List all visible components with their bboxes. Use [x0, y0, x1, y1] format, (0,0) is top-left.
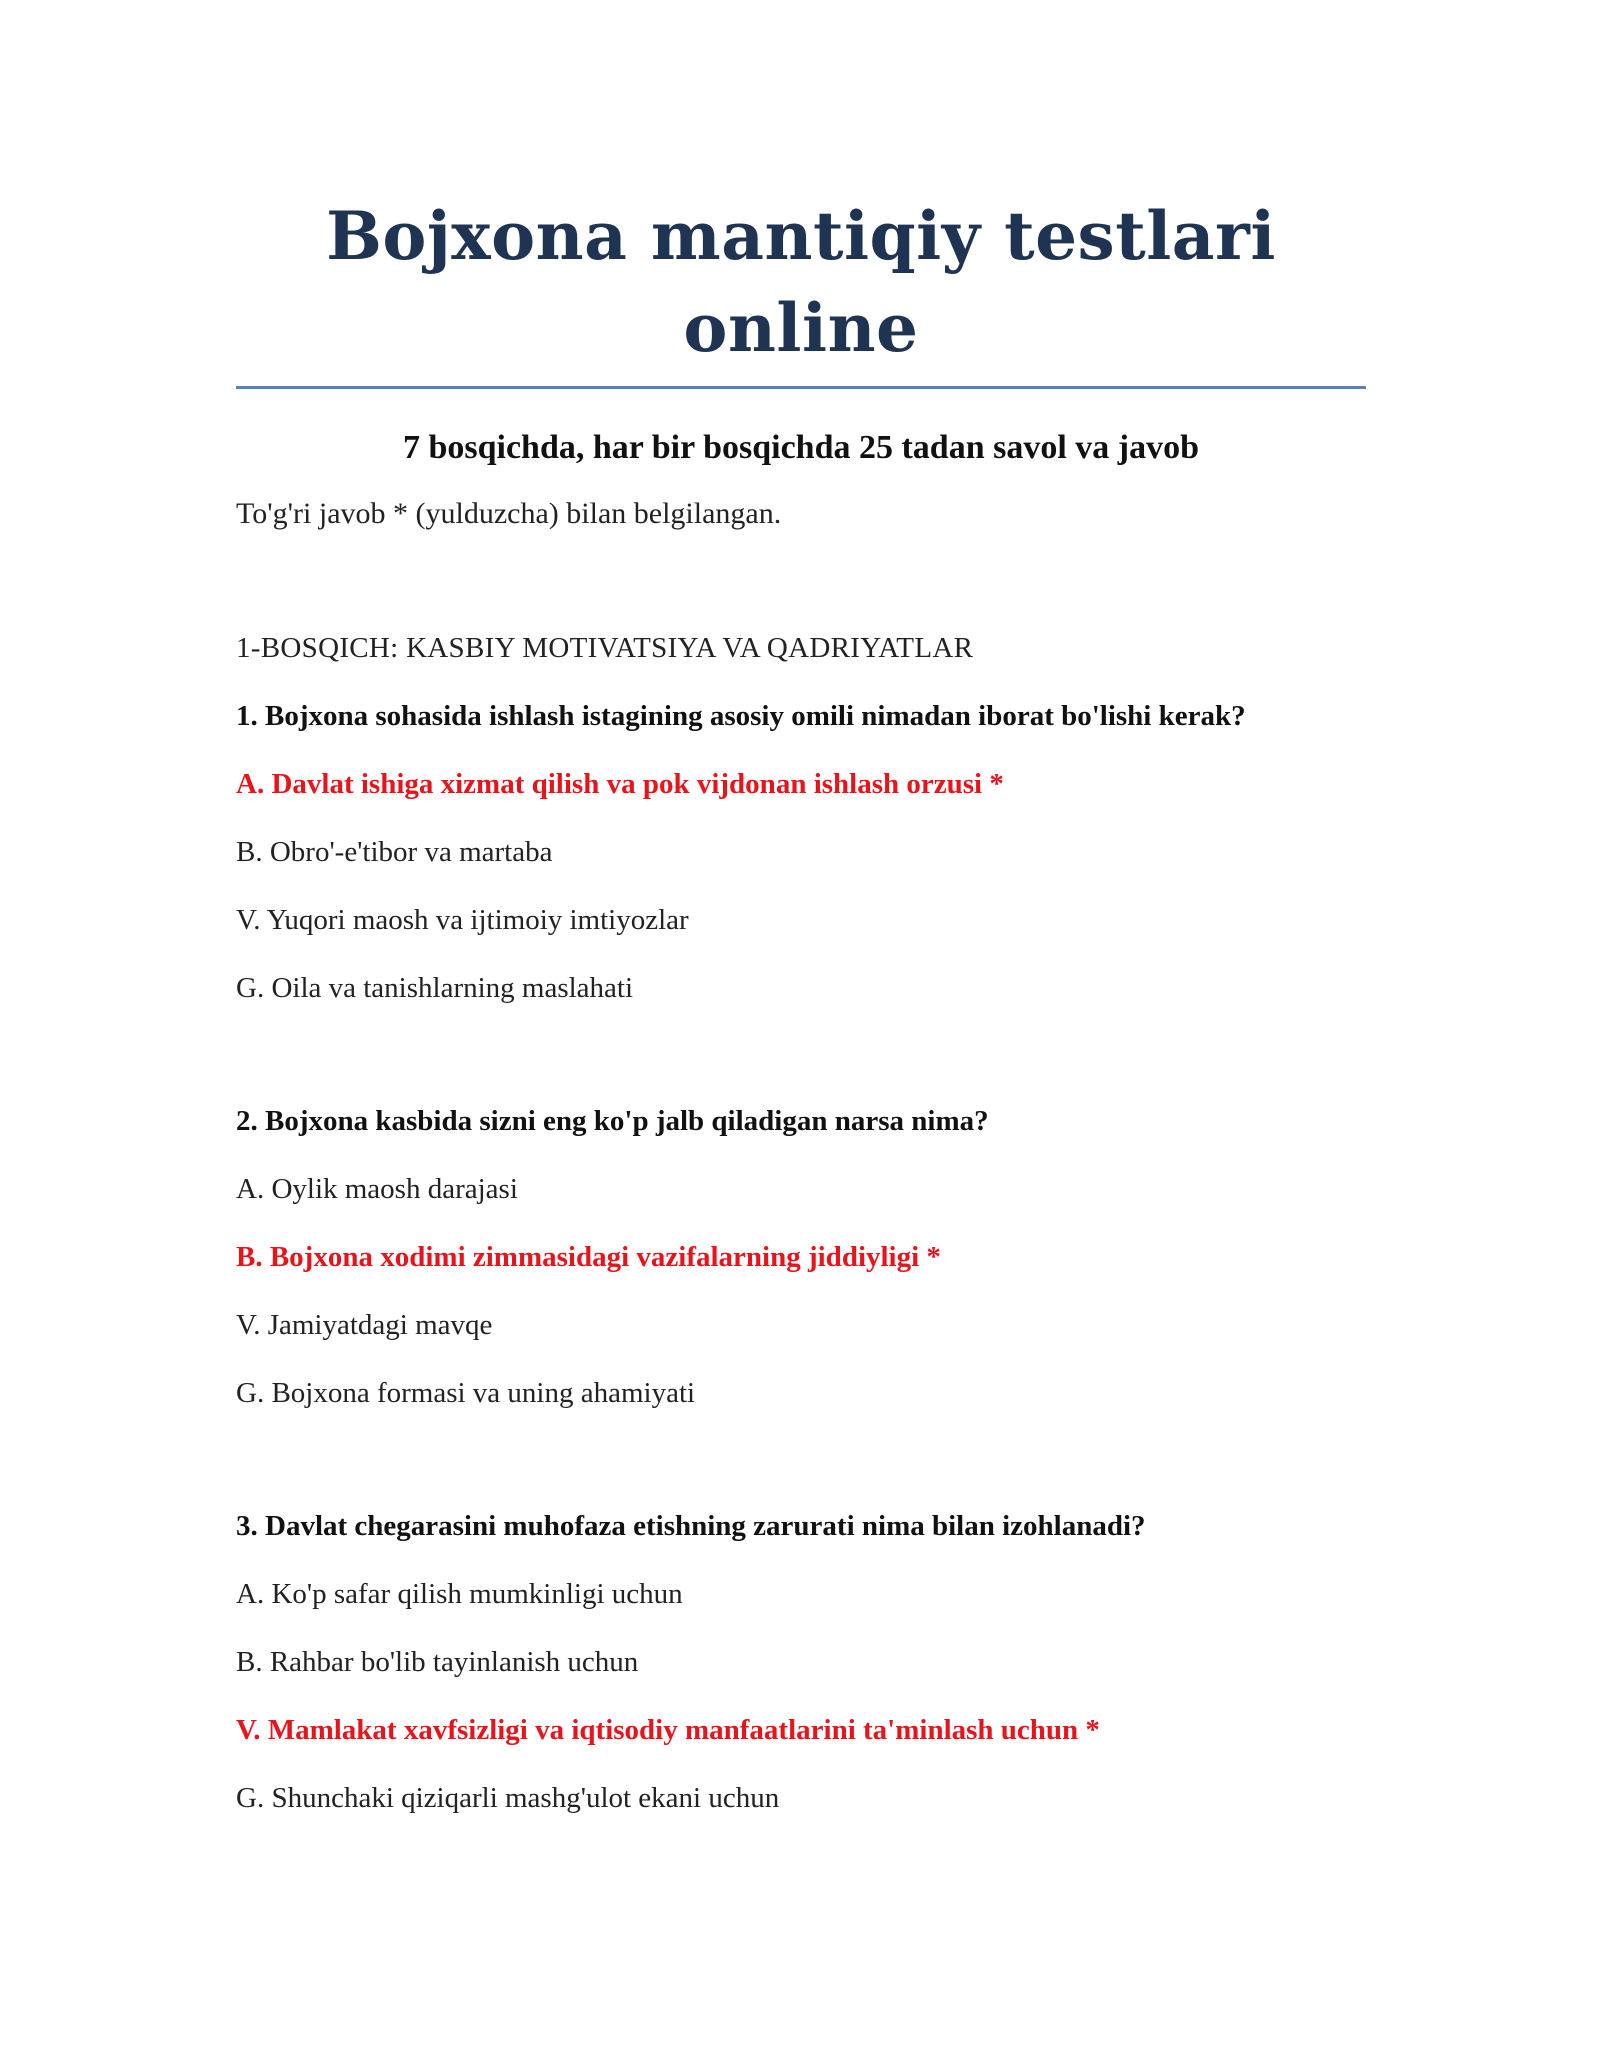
title-line-1: Bojxona mantiqiy testlari [326, 197, 1276, 275]
page-subtitle: 7 bosqichda, har bir bosqichda 25 tadan savol va javob [402, 429, 1200, 466]
answer-option: A. Oylik maosh darajasi [236, 1173, 518, 1205]
answer-options [236, 1575, 1366, 1817]
section-heading: 1-BOSQICH: KASBIY MOTIVATSIYA VA QADRIYATLAR [236, 632, 974, 664]
question-2 [236, 1102, 1366, 1412]
answer-option-correct: A. Davlat ishiga xizmat qilish va pok vijdonan ishlash orzusi * [236, 768, 1004, 800]
answer-options [236, 1170, 1366, 1412]
question-text: 3. Davlat chegarasini muhofaza etishning zarurati nima bilan izohlanadi? [236, 1510, 1146, 1542]
answer-option: V. Jamiyatdagi mavqe [236, 1309, 493, 1341]
question-text: 1. Bojxona sohasida ishlash istagining asosiy omili nimadan iborat bo'lishi kerak? [236, 700, 1246, 732]
title-divider [236, 386, 1366, 389]
page-title [236, 190, 1366, 374]
title-line-2: online [683, 289, 919, 367]
question-1 [236, 697, 1366, 1007]
answer-option: G. Oila va tanishlarning maslahati [236, 972, 634, 1004]
answer-option-correct: B. Bojxona xodimi zimmasidagi vazifalarning jiddiyligi * [236, 1241, 941, 1273]
document-content [236, 190, 1366, 1817]
question-text: 2. Bojxona kasbida sizni eng ko'p jalb qiladigan narsa nima? [236, 1105, 989, 1137]
answer-option: G. Bojxona formasi va uning ahamiyati [236, 1377, 696, 1409]
answer-key-note: To'g'ri javob * (yulduzcha) bilan belgilangan. [236, 497, 782, 530]
answer-option: B. Obro'-e'tibor va martaba [236, 836, 553, 868]
answer-option: G. Shunchaki qiziqarli mashg'ulot ekani uchun [236, 1782, 780, 1814]
answer-option: A. Ko'p safar qilish mumkinligi uchun [236, 1578, 683, 1610]
answer-option: V. Yuqori maosh va ijtimoiy imtiyozlar [236, 904, 689, 936]
question-3 [236, 1507, 1366, 1817]
answer-options [236, 765, 1366, 1007]
answer-option: B. Rahbar bo'lib tayinlanish uchun [236, 1646, 639, 1678]
answer-option-correct: V. Mamlakat xavfsizligi va iqtisodiy manfaatlarini ta'minlash uchun * [236, 1714, 1100, 1746]
